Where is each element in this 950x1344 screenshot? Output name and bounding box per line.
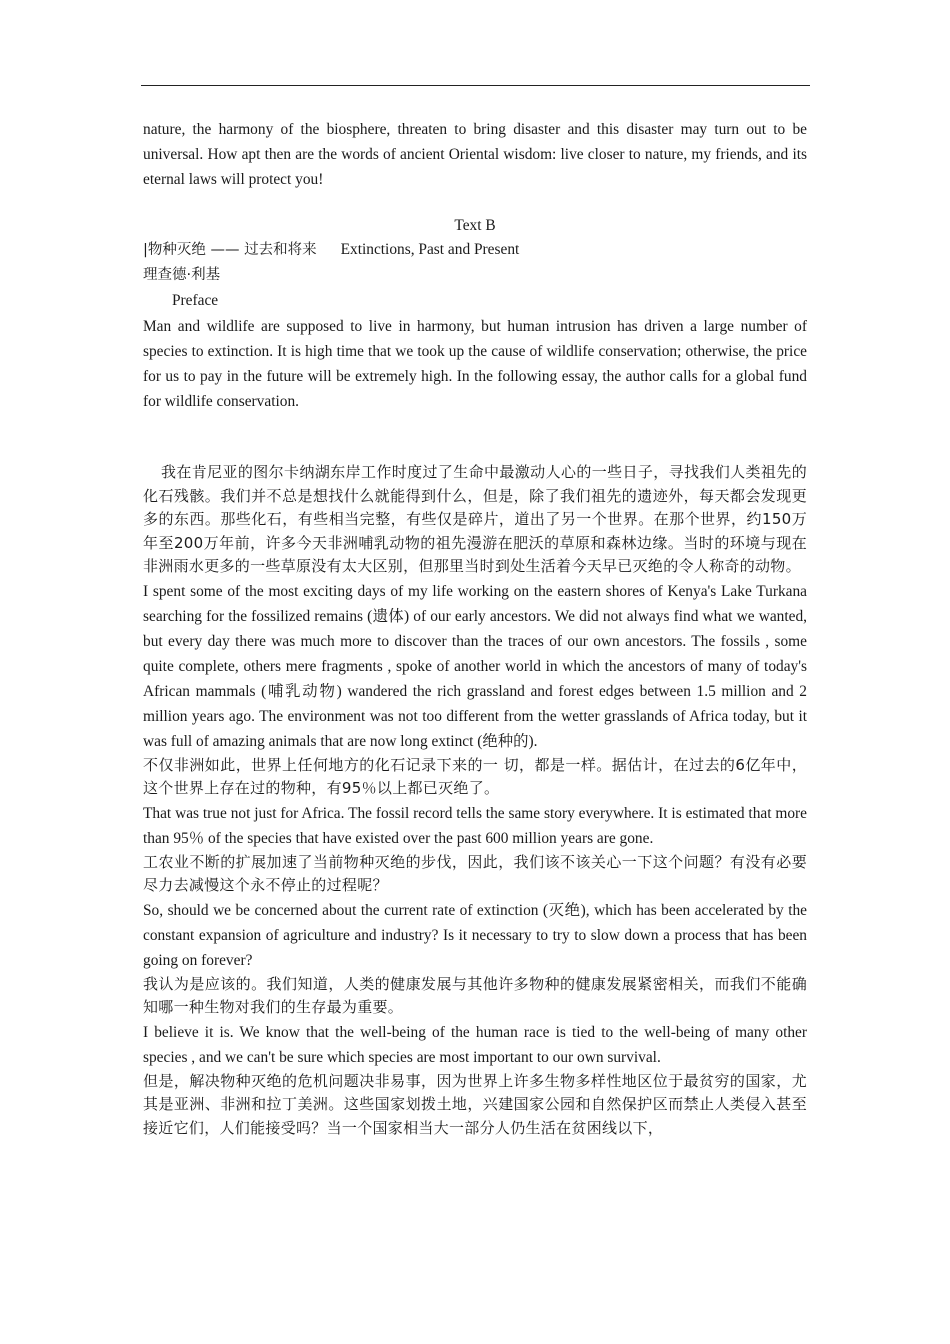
section-spacer [143,414,807,461]
title-english: Extinctions, Past and Present [340,241,520,258]
preface-paragraph: Man and wildlife are supposed to live in harmony, but human intrusion has driven a large number of species to extinction. It is high time that we took up the cause of wildlife conservation; otherwise, the price for us to pay in the future will be extremely high. In the following essay, the author calls for a global fund for wildlife conservation. [143,318,807,410]
english-paragraph-2: That was true not just for Africa. The fossil record tells the same story everywhere. It is estimated that more than 95％ of the species that have existed over the past 600 million years are gone. [143,804,807,847]
chinese-paragraph-4: 我认为是应该的。我们知道，人类的健康发展与其他许多物种的健康发展紧密相关，而我们不能确知哪一种生物对我们的生存最为重要。 [143,974,807,1016]
english-paragraph-3: So, should we be concerned about the current rate of extinction (灭绝), which has been accelerated by the constant expansion of agriculture and industry? Is it necessary to try to slow down a process that has been going on forever? [143,901,807,969]
author-name: 理查德·利基 [143,267,221,283]
chinese-paragraph-5: 但是，解决物种灭绝的危机问题决非易事，因为世界上许多生物多样性地区位于最贫穷的国家，尤其是亚洲、非洲和拉丁美洲。这些国家划拨土地，兴建国家公园和自然保护区而禁止人类侵入甚至接近它们，人们能接受吗？当一个国家相当大一部分人仍生活在贫困线以下， [143,1071,807,1137]
english-paragraph-4: I believe it is. We know that the well-being of the human race is tied to the well-being of many other species , and we can't be sure which species are most important to our own survival. [143,1023,807,1066]
english-paragraph-1: I spent some of the most exciting days of my life working on the eastern shores of Kenya's Lake Turkana searching for the fossilized remains (遗体) of our early ancestors. We did not always find what we wanted, but every day there was much more to discover than the traces of our own ancestors. The fossils , some quite complete, others mere fragments , spoke of another world in which the ancestors of many of today's African mammals (哺乳动物) wandered the rich grassland and forest edges between 1.5 million and 2 million years ago. The environment was not too different from the wetter grasslands of Africa today, but it was full of amazing animals that are now long extinct (绝种的). [143,582,807,750]
chinese-paragraph-1: 我在肯尼亚的图尔卡纳湖东岸工作时度过了生命中最激动人心的一些日子，寻找我们人类祖先的化石残骸。我们并不总是想找什么就能得到什么，但是，除了我们祖先的遗迹外，每天都会发现更多的东西。那些化石，有些相当完整，有些仅是碎片，道出了另一个世界。在那个世界，约150万年至200万年前，许多今天非洲哺乳动物的祖先漫游在肥沃的草原和森林边缘。当时的环境与现在非洲雨水更多的一些草原没有太大区别，但那里当时到处生活着今天早已灭绝的令人称奇的动物。 [143,463,807,575]
header-rule [141,85,810,86]
chinese-paragraph-3: 工农业不断的扩展加速了当前物种灭绝的步伐，因此，我们该不该关心一下这个问题？有没有必要尽力去减慢这个永不停止的过程呢？ [143,852,807,894]
chinese-paragraph-2: 不仅非洲如此，世界上任何地方的化石记录下来的一 切，都是一样。据估计，在过去的6亿年中，这个世界上存在过的物种，有95％以上都已灭绝了。 [143,755,807,797]
page-content [143,117,807,1140]
preface-heading: Preface [172,292,219,309]
intro-paragraph: nature, the harmony of the biosphere, threaten to bring disaster and this disaster may turn out to be universal. How apt then are the words of ancient Oriental wisdom: live closer to nature, my friends, and its eternal laws will protect you! [143,121,807,188]
article-title [143,238,807,262]
section-label: Text B [454,217,496,234]
title-chinese: |物种灭绝 —— 过去和将来 [143,242,317,258]
